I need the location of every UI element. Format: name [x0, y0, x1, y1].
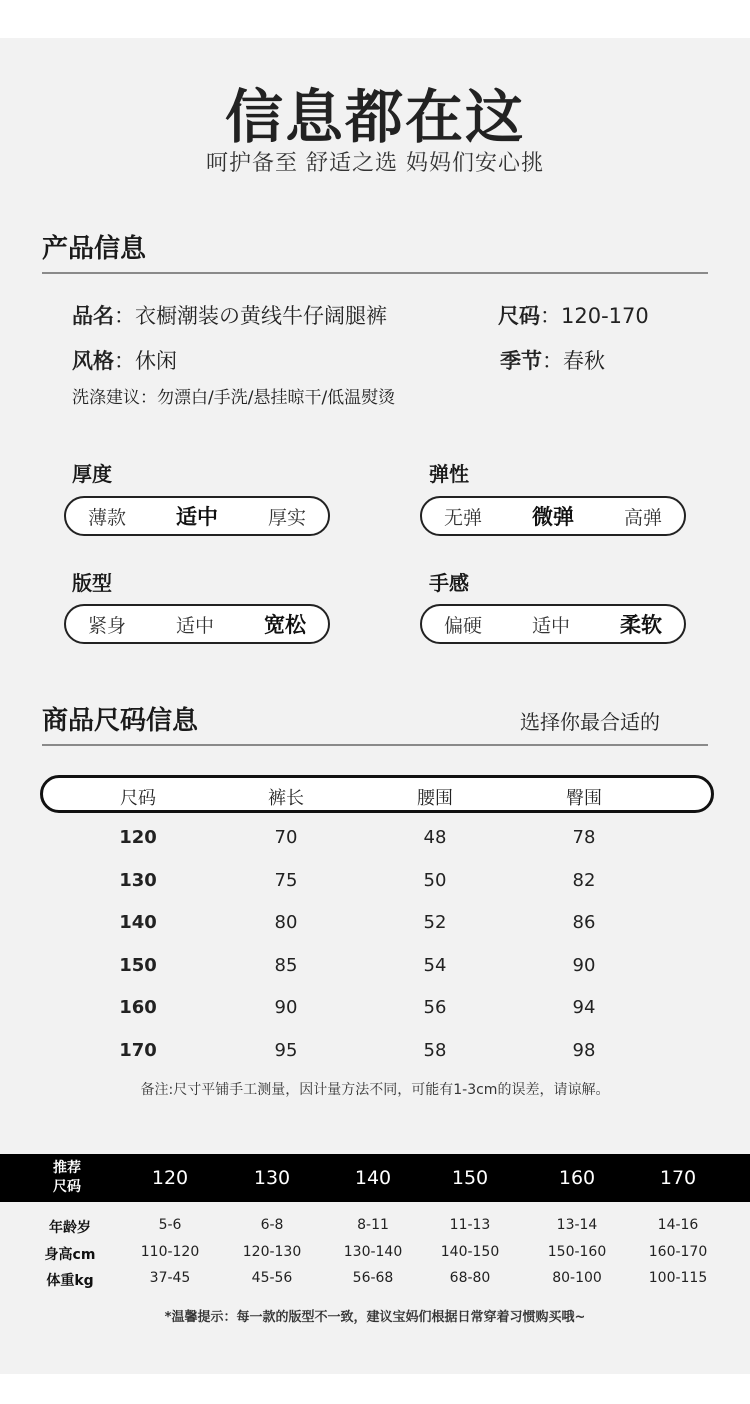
elasticity-label: 弹性 [429, 462, 469, 486]
product-name-label: 品名 [72, 304, 114, 328]
measure-cell: 90 [572, 954, 596, 976]
feel-selector [420, 604, 686, 644]
measure-cell: 85 [274, 954, 298, 976]
product-season-label: 季节 [500, 349, 542, 373]
recommend-header-bar [0, 1154, 750, 1202]
fit-option-medium: 适中 [176, 614, 215, 637]
colon: ： [540, 304, 561, 328]
colon: ： [140, 388, 157, 408]
size-info-title: 商品尺码信息 [42, 706, 199, 736]
wash-advice-label: 洗涤建议 [72, 388, 140, 408]
tip-text: *温馨提示：每一款的版型不一致，建议宝妈们根据日常穿着习惯购买哦~ [164, 1310, 586, 1325]
fit-selector [64, 604, 330, 644]
recommend-value: 6-8 [260, 1217, 284, 1233]
recommend-size: 150 [451, 1167, 489, 1189]
elasticity-option-none: 无弹 [444, 506, 483, 529]
product-size-value: 120-170 [561, 304, 649, 328]
length-col-header: 裤长 [268, 788, 304, 809]
recommend-value: 5-6 [158, 1217, 182, 1233]
fit-option-slim: 紧身 [88, 614, 127, 637]
colon: ： [114, 304, 135, 328]
size-note: 备注:尺寸平铺手工测量，因计量方法不同，可能有1-3cm的误差，请谅解。 [140, 1082, 610, 1098]
recommend-size: 130 [253, 1167, 291, 1189]
recommend-value: 80-100 [552, 1270, 602, 1286]
waist-col-header: 腰围 [417, 788, 453, 809]
recommend-value: 120-130 [242, 1243, 302, 1260]
product-season-row [500, 345, 605, 375]
recommend-value: 110-120 [140, 1243, 200, 1260]
recommend-row-label: 体重kg [46, 1273, 94, 1289]
product-info-title: 产品信息 [42, 234, 147, 264]
hip-col-header: 臀围 [566, 788, 602, 809]
recommend-value: 56-68 [352, 1270, 394, 1286]
recommend-value: 140-150 [440, 1243, 500, 1260]
measure-cell: 86 [572, 912, 596, 934]
feel-label: 手感 [429, 571, 469, 595]
measure-cell: 90 [274, 997, 298, 1019]
recommend-value: 11-13 [449, 1217, 491, 1233]
recommend-value: 37-45 [149, 1270, 191, 1286]
feel-option-medium: 适中 [532, 614, 571, 637]
elasticity-option-slight: 微弹 [532, 505, 574, 529]
recommend-size: 120 [151, 1167, 189, 1189]
fit-label: 版型 [72, 571, 112, 595]
measure-cell: 70 [274, 827, 298, 848]
measure-cell: 52 [423, 912, 447, 934]
product-style-row [72, 345, 177, 375]
recommend-value: 14-16 [657, 1217, 699, 1233]
recommend-row-label: 年龄岁 [49, 1220, 91, 1236]
colon: ： [542, 349, 563, 373]
size-info-hint: 选择你最合适的 [520, 710, 660, 734]
measure-cell: 80 [274, 912, 298, 934]
measure-cell: 56 [423, 997, 447, 1019]
feel-option-firm: 偏硬 [444, 614, 483, 637]
recommend-value: 45-56 [251, 1270, 293, 1286]
recommend-value: 130-140 [343, 1243, 403, 1260]
recommend-value: 68-80 [449, 1270, 491, 1286]
recommend-header-label [35, 1159, 99, 1197]
fit-option-loose: 宽松 [264, 613, 306, 637]
product-size-row [498, 300, 649, 330]
measure-cell: 98 [572, 1040, 596, 1061]
feel-option-soft: 柔软 [620, 613, 662, 637]
product-name-row [72, 300, 387, 330]
product-style-label: 风格 [72, 349, 114, 373]
measure-cell: 54 [423, 954, 447, 976]
elasticity-selector [420, 496, 686, 536]
thickness-option-medium: 适中 [176, 505, 218, 529]
wash-advice-row [72, 383, 395, 408]
recommend-size: 160 [558, 1167, 596, 1189]
recommend-row-label: 身高cm [44, 1246, 96, 1263]
recommend-value: 160-170 [648, 1243, 708, 1260]
measure-cell: 78 [572, 827, 596, 848]
size-info-divider [42, 744, 708, 746]
recommend-value: 100-115 [648, 1270, 708, 1286]
product-size-label: 尺码 [498, 304, 540, 328]
recommend-header-line2: 尺码 [53, 1179, 81, 1195]
size-cell: 170 [119, 1040, 157, 1061]
colon: ： [114, 349, 135, 373]
wash-advice-value: 勿漂白/手洗/悬挂晾干/低温熨烫 [157, 388, 396, 408]
recommend-value: 13-14 [556, 1217, 598, 1233]
product-season-value: 春秋 [563, 349, 605, 373]
product-style-value: 休闲 [135, 349, 177, 373]
thickness-option-thin: 薄款 [88, 506, 127, 529]
measure-cell: 82 [572, 869, 596, 891]
thickness-label: 厚度 [72, 462, 112, 486]
size-col-header: 尺码 [120, 788, 156, 809]
product-name-value: 衣橱潮装の黄线牛仔阔腿裤 [135, 304, 387, 328]
recommend-size: 140 [354, 1167, 392, 1189]
recommend-size: 170 [659, 1167, 697, 1189]
measure-cell: 48 [423, 827, 447, 848]
thickness-option-thick: 厚实 [267, 506, 306, 529]
measure-cell: 50 [423, 869, 447, 891]
page-title: 信息都在这 [224, 83, 525, 151]
recommend-value: 8-11 [357, 1217, 389, 1233]
elasticity-option-high: 高弹 [623, 506, 662, 529]
size-cell: 120 [119, 827, 157, 848]
size-cell: 150 [119, 954, 157, 976]
measure-cell: 94 [572, 997, 596, 1019]
measure-cell: 95 [274, 1040, 298, 1061]
recommend-value: 150-160 [547, 1243, 607, 1260]
size-cell: 160 [119, 997, 157, 1019]
measure-cell: 75 [274, 869, 298, 891]
product-info-divider [42, 272, 708, 274]
measure-cell: 58 [423, 1040, 447, 1061]
recommend-header-line1: 推荐 [53, 1160, 81, 1176]
size-cell: 130 [119, 869, 157, 891]
size-cell: 140 [119, 912, 157, 934]
thickness-selector [64, 496, 330, 536]
page-subtitle: 呵护备至 舒适之选 妈妈们安心挑 [206, 151, 544, 176]
